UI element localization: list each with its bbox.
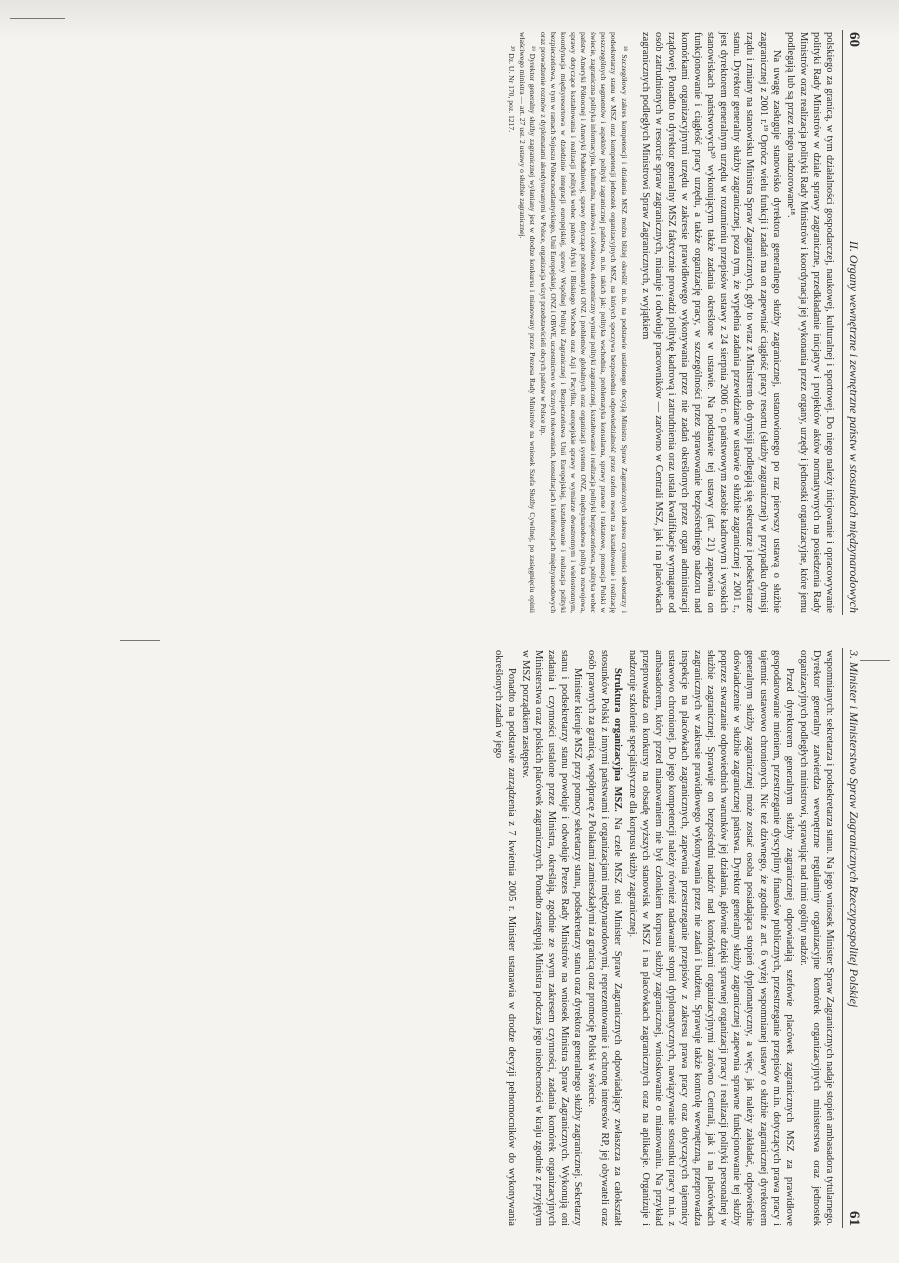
paragraph-text: Na czele MSZ stoi Minister Spraw Zagranicznych odpowiadający zwłaszcza za całokształt stosunków Polski z innymi państwami i organizacjami międzynarodowymi, reprezentowanie i ochronę interesów RP, jej obywateli oraz osób prawnych za granicą, współpracę z Polakami zamieszkałymi za granicą oraz promocję Polski w świecie. bbox=[586, 650, 624, 1226]
footnote: ¹⁸ Szczegółowy zakres kompetencji i działania MSZ można bliżej określić m.in. na podstawie ustalonego decyzją Ministra Spraw Zagranicznych zakresu czynności sekretarzy i podsekretarzy stanu w MSZ oraz kompetencji jednostek organizacyjnych MSZ, na których spoczywa bezpośrednia odpowiedzialność przez szefom resortu za kształtowanie i realizację poszczególnych segmentów i aspektów polityki zagranicznej państwa, m.in. takich jak: polityka wschodnia, problematyka konsularna, sprawy prawne i traktatowe, promocja Polski w świecie, zagraniczna polityka informacyjna, kulturalna, naukowa i oświatowa, ekonomiczny wymiar polityki zagranicznej, kształtowanie i realizacja polityki bezpieczeństwa, polityka wobec państw Ameryki Północnej i Ameryki Południowej, sprawy dotyczące problematyki ONZ i problemów globalnych oraz organizacji systemu ONZ, międzynarodowa polityka rozwojowa, sprawy dotyczące kształtowania i realizacji polityki wobec państw Afryki i Bliskiego Wschodu oraz Azji i Pacyfiku, europejskie sprawy w wymiarze dwustronnym i wielostronnym, koordynacja międzyresortowa w dziedzinie integracji europejskiej, sprawy Wspólnej Polityki Zagranicznej i Bezpieczeństwa Unii Europejskiej, kształtowanie i realizacja polityki bezpieczeństwa, w tym w ramach Sojuszu Północnoatlantyckiego, Unii Europejskiej, ONZ i OBWE, uczestnictwo w licznych rokowaniach, konsultacjach i konferencjach międzynarodowych oraz prowadzenie rozmów z dyplomatami akredytowanymi w Polsce, organizacja wizyt przedstawicieli obcych państw w Polsce itp. bbox=[538, 32, 629, 613]
paragraph-text: Ponadto na podstawie zarządzenia z 7 kwietnia 2005 r. Minister ustanawia w drodze decyzji pełnomocników do wykonywania określonych zadań w jego bbox=[492, 650, 517, 1226]
scan-artifact bbox=[10, 18, 65, 19]
paragraph-text: Minister kieruje MSZ przy pomocy sekretarzy stanu, podsekretarzy stanu oraz dyrektora generalnego służby zagranicznej. Sekretarzy stanu i podsekretarzy stanu powołuje i odwołuje Prezes Rady Ministrów na wniosek Ministra Spraw Zagranicznych. Wykonują oni zadania i czynności ustalone przez Ministra, określają, zgodnie ze swym zakresem czynności, zadania komórek organizacyjnych Ministerstwa oraz polskich placówek zagranicznych. Ponadto zastępują Ministra podczas jego nieobecności w kraju zgodnie z przyjętym w MSZ porządkiem zastępstw. bbox=[519, 650, 584, 1226]
paragraph bbox=[585, 650, 624, 1226]
paragraph bbox=[797, 650, 836, 1226]
page-body bbox=[505, 30, 842, 615]
section-lead: Struktura organizacyjna MSZ. bbox=[612, 668, 624, 812]
paragraph bbox=[519, 650, 584, 1226]
paragraph-text: wspomnianych: sekretarza i podsekretarza stanu. Na jego wniosek Minister Spraw Zagranicznych nadaje stopień ambasadora tytularnego. Dyrektor generalny zatwierdza wewnętrzne regulaminy organizacyjne komórek organizacyjnych ministerstwa oraz jednostek organizacyjnych podległych ministrowi, sprawując nad nimi ogólny nadzór. bbox=[797, 650, 835, 1226]
paragraph: Na uwagę zasługuje stanowisko dyrektora generalnego służby zagranicznej, ustanowionego po raz pierwszy ustawą o służbie zagranicznej z 2001 r.¹⁹ Oprócz wielu funkcji i zadań ma on zapewniać ciągłość pracy resortu (służby zagranicznej) w przypadku dymisji rządu i zmiany na stanowisku Ministra Spraw Zagranicznych, gdy to wraz z Ministrem do dymisji podlegają się sekretarze i podsekretarze stanu. Dyrektor generalny służby zagranicznej, poza tym, że wypełnia zadania przewidziane w ustawie o służbie zagranicznej z 2001 r., jest dyrektorem generalnym urzędu w rozumieniu przepisów ustawy z 24 sierpnia 2006 r. o państwowym zasobie kadrowym i wysokich stanowiskach państwowych²⁰ wykonującym także zadania określone w ustawie. Na podstawie tej ustawy (art. 21) zapewnia on funkcjonowanie i ciągłość pracy urzędu, a także organizację pracy, w szczególności przez sprawowanie bezpośredniego nadzoru nad komórkami organizacyjnymi urzędu w zakresie prawidłowego wykonywania przez nie zadań określonych przez organ administracji rządowej. Ponadto to dyrektor generalny MSZ faktycznie prowadzi politykę kadrową i zatrudnienia oraz ustala kwalifikacje wymagane od osób zatrudnionych w resorcie spraw zagranicznych, mianuje i odwołuje pracowników — zarówno w Centrali MSZ, jak i na placówkach zagranicznych podległych Ministrowi Spraw Zagranicznych, z wyjątkiem bbox=[639, 32, 782, 613]
paragraph bbox=[492, 650, 518, 1226]
footnote: ²⁰ Dz. U. Nr 170, poz. 1217. bbox=[506, 46, 516, 133]
running-head-title: II. Organy wewnętrzne i zewnętrzne państw w stosunkach międzynarodowych bbox=[847, 240, 862, 613]
page-60 bbox=[35, 30, 865, 615]
paragraph-text: Przed dyrektorem generalnym służby zagranicznej odpowiadają szefowie placówek zagranicznych MSZ za prawidłowe gospodarowanie mieniem, przestrzeganie dyscypliny finansów publicznych, przestrzeganie przepisów m.in. dotyczących prawa pracy i tajemnic ustawowo chronionych. Nic też dziwnego, że zgodnie z art. 6 wyżej wspomnianej ustawy o służbie zagranicznej dyrektorem generalnym służby zagranicznej może zostać osoba posiadająca stopień dyplomatyczny, a więc, jak należy zakładać, odpowiednie doświadczenie w służbie zagranicznej państwa. Dyrektor generalny służby zagranicznej zapewnia sprawne funkcjonowanie tej służby poprzez stwarzanie odpowiednich warunków jej działania, głównie dzięki sprawnej organizacji pracy i realizacji polityki personalnej w służbie zagranicznej. Sprawuje on bezpośredni nadzór nad komórkami organizacyjnymi zarówno Centrali, jak i na placówkach zagranicznych w zakresie prawidłowego wykonywania przez nie zadań i budżetu. Sprawuje także kontrolę wewnętrzną, przeprowadza inspekcje na placówkach zagranicznych, zapewnia przestrzeganie przepisów z zakresu prawa pracy oraz dotyczących tajemnicy ustawowo chronionej. Do jego kompetencji należy również nadawanie stopni dyplomatycznych, nawiązywanie stosunku pracy m.in. z ambasadorem, który przed mianowaniem nie był członkiem korpusu służby zagranicznej, wnioskowanie o mianowaniu. Na przykład przeprowadza on konkursy na obsadę wyższych stanowisk w MSZ i na placówkach zagranicznych oraz na aplikacje. Organizuje i nadzoruje szkolenie specjalistyczne dla korpusu służby zagranicznej. bbox=[626, 650, 795, 1226]
running-header bbox=[842, 648, 865, 1228]
page-61 bbox=[35, 648, 865, 1228]
running-head-title: 3. Minister i Ministerstwo Spraw Zagranicznych Rzeczypospolitej Polskiej bbox=[847, 650, 862, 1008]
page-number: 61 bbox=[846, 1211, 863, 1226]
paragraph bbox=[626, 650, 796, 1226]
footnotes bbox=[505, 32, 628, 613]
paragraph: polskiego za granicą, w tym działalności gospodarczej, naukowej, kulturalnej i sportowej. Do niego należy inicjowanie i opracowywanie polityki Rady Ministrów w dziale sprawy zagraniczne, przedkładanie inicjatyw i projektów aktów normatywnych na posiedzenia Rady Ministrów oraz realizacja polityki Rady Ministrów i koordynacja jej wykonania przez organy, urzędy i jednostki organizacyjne, które jemu podlegają lub są przez niego nadzorowane¹⁸. bbox=[784, 32, 835, 613]
page-number: 60 bbox=[846, 32, 863, 47]
scan-artifact bbox=[120, 640, 160, 641]
footnote: ¹⁹ Dyrektor generalny służby zagranicznej wyłaniany jest w drodze konkursu i mianowany przez Prezesa Rady Ministrów na wniosek Szefa Służby Cywilnej, po zasięgnięciu opinii właściwego ministra — art. 27 ust. 2 ustawy o służbie zagranicznej. bbox=[517, 32, 537, 613]
running-header bbox=[842, 30, 865, 615]
page-body bbox=[492, 648, 842, 1228]
